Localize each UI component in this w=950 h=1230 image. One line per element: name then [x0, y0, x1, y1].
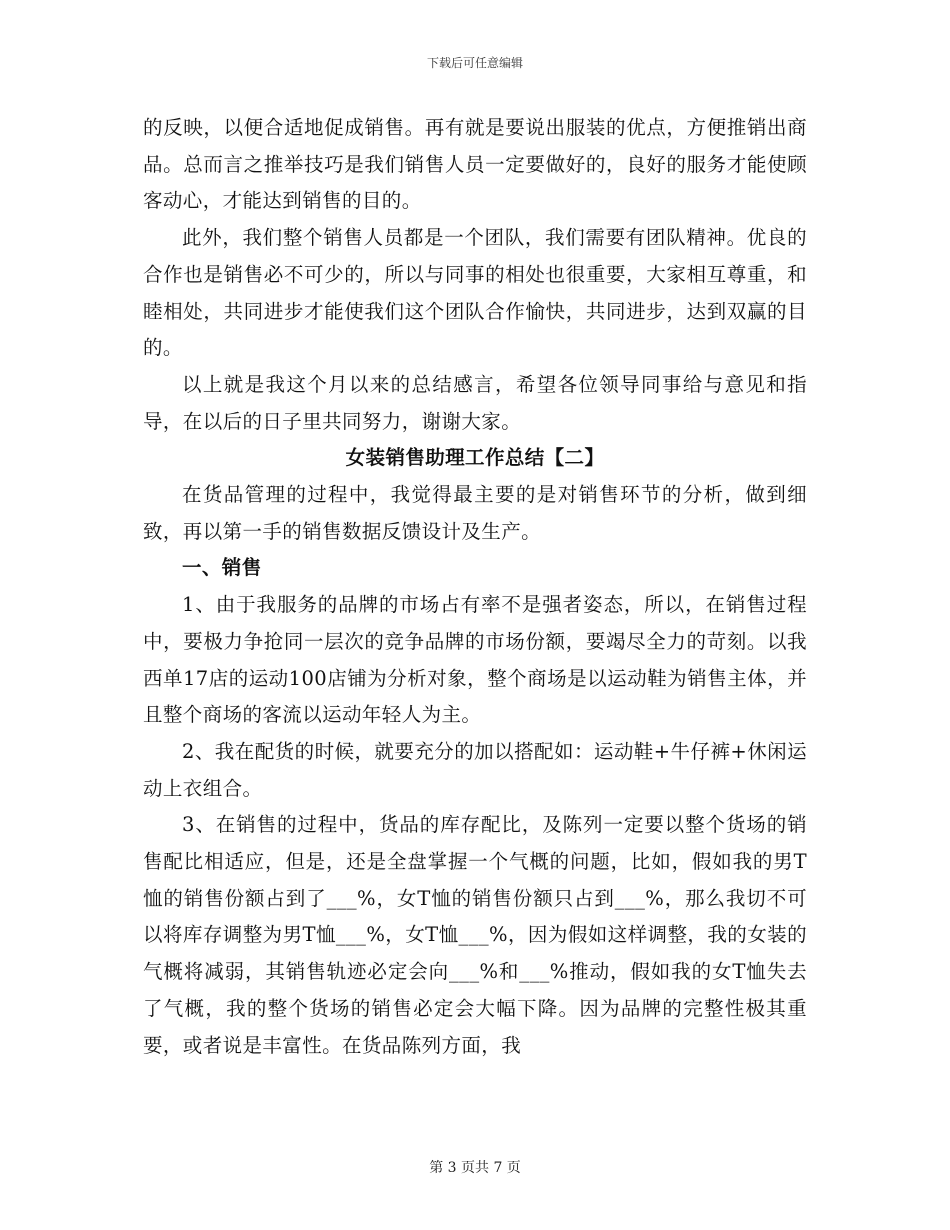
- section-title: 女装销售助理工作总结【二】: [345, 446, 605, 470]
- paragraph-1: 的反映，以便合适地促成销售。再有就是要说出服装的优点，方便推销出商品。总而言之推举技巧是我们销售人员一定要做好的，良好的服务才能使顾客动心，才能达到销售的目的。: [143, 116, 807, 213]
- paragraph-3: 以上就是我这个月以来的总结感言，希望各位领导同事给与意见和指导，在以后的日子里共同努力，谢谢大家。: [143, 372, 807, 433]
- paragraph-5: 1、由于我服务的品牌的市场占有率不是强者姿态，所以，在销售过程中，要极力争抢同一层次的竞争品牌的市场份额，要竭尽全力的苛刻。以我西单17店的运动100店铺为分析对象，整个商场是以运动鞋为销售主体，并且整个商场的客流以运动年轻人为主。: [143, 593, 807, 727]
- paragraph-6: 2、我在配货的时候，就要充分的加以搭配如：运动鞋+牛仔裤+休闲运动上衣组合。: [143, 739, 807, 800]
- document-body: [143, 110, 807, 1064]
- page-header: 下载后可任意编辑: [426, 56, 523, 70]
- paragraph-4: 在货品管理的过程中，我觉得最主要的是对销售环节的分析，做到细致，再以第一手的销售数据反馈设计及生产。: [143, 483, 807, 543]
- paragraph-7: 3、在销售的过程中，货品的库存配比，及陈列一定要以整个货场的销售配比相适应，但是，还是全盘掌握一个气概的问题，比如，假如我的男T恤的销售份额占到了___%，女T恤的销售份额只占到___%，那么我切不可以将库存调整为男T恤___%，女T恤___%，因为假如这样调整，我的女装的气概将减弱，其销售轨迹必定会向___%和___%推动，假如我的女T恤失去了气概，我的整个货场的销售必定会大幅下降。因为品牌的完整性极其重要，或者说是丰富性。在货品陈列方面，我: [143, 813, 807, 1057]
- section-heading-sales: 一、销售: [182, 556, 262, 580]
- paragraph-2: 此外，我们整个销售人员都是一个团队，我们需要有团队精神。优良的合作也是销售必不可少的，所以与同事的相处也很重要，大家相互尊重，和睦相处，共同进步才能使我们这个团队合作愉快，共同进步，达到双赢的目的。: [143, 226, 807, 360]
- page-footer: 第 3 页共 7 页: [429, 1160, 521, 1176]
